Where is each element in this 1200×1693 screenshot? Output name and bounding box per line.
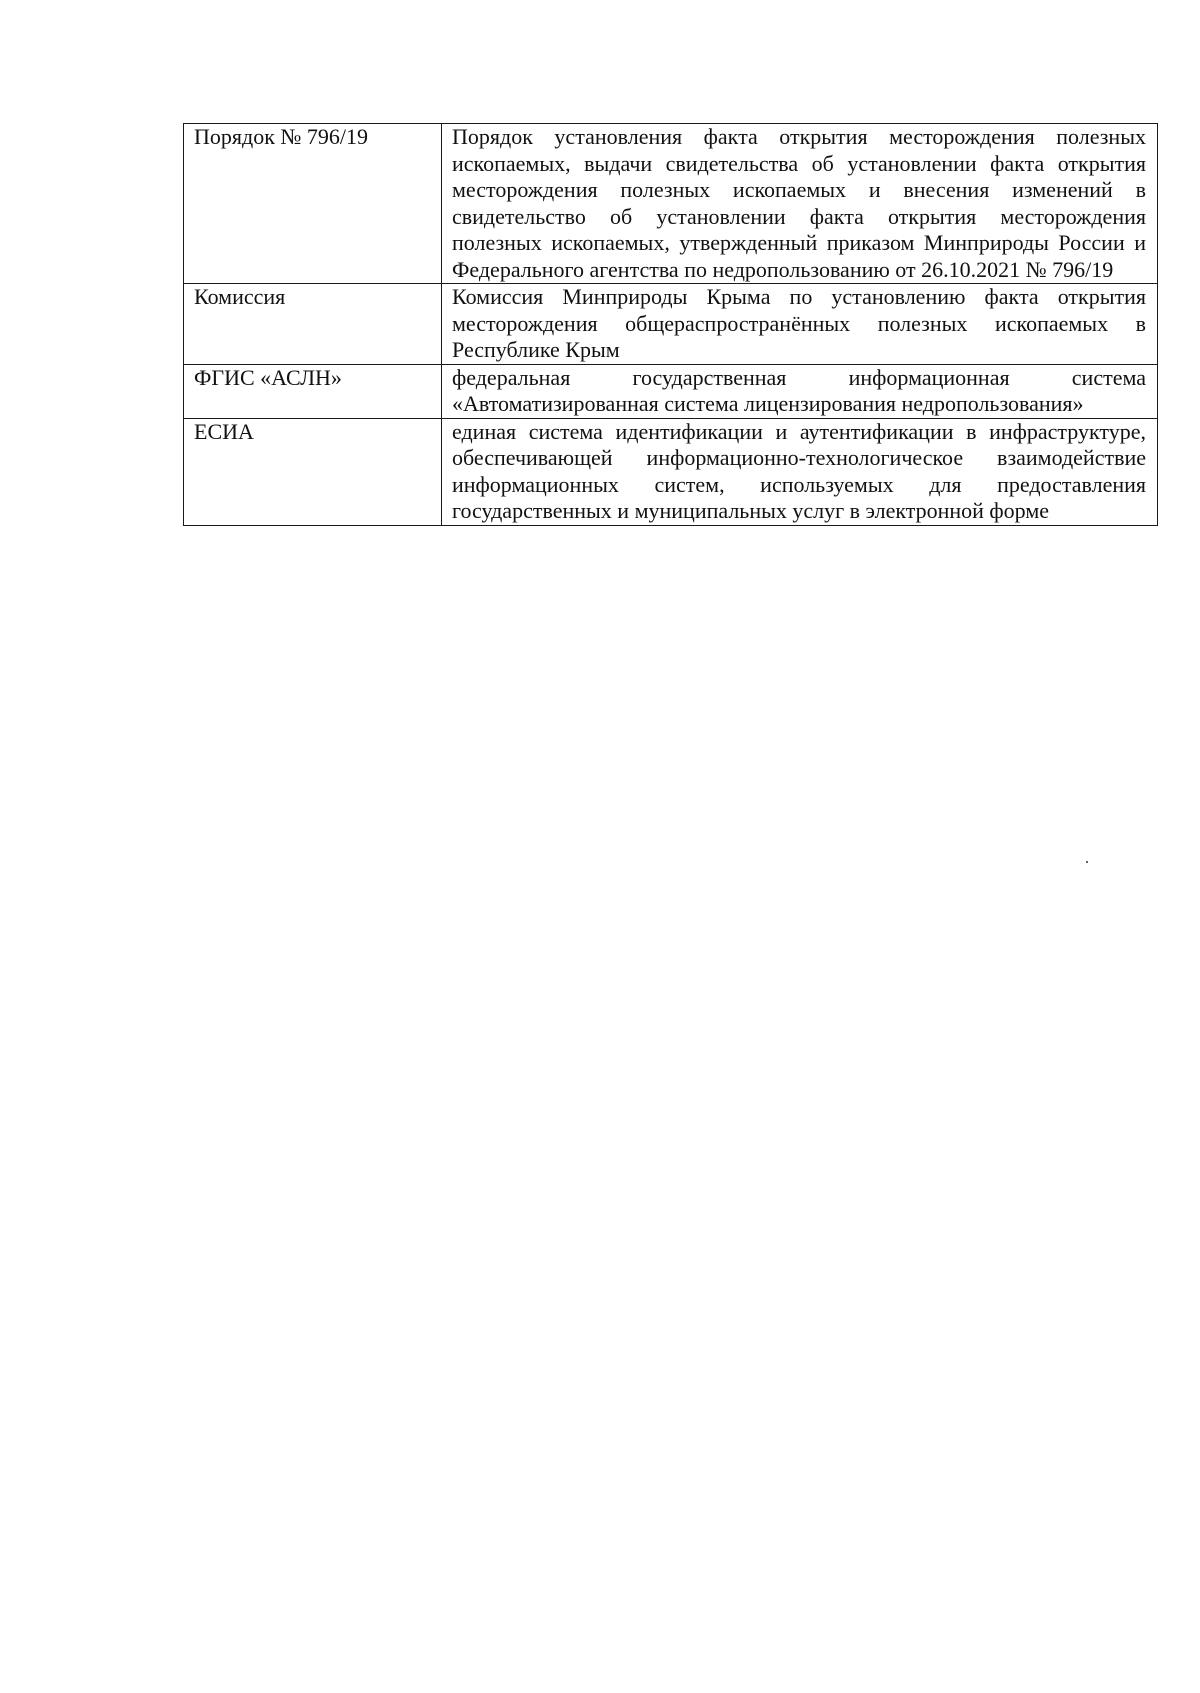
term-text: ЕСИА [194, 418, 254, 444]
table-row [184, 284, 1158, 365]
definition-text: Комиссия Минприроды Крыма по установлению факта открытия месторождения общераспространённых полезных ископаемых в Республике Крым [452, 284, 1146, 362]
term-cell [184, 284, 442, 365]
scan-speck [1086, 861, 1088, 863]
definition-text: федеральная государственная информационная система «Автоматизированная система лицензирования недропользования» [452, 364, 1146, 416]
term-cell [184, 418, 442, 525]
table-row [184, 124, 1158, 284]
definitions-table [183, 123, 1158, 526]
term-cell [184, 124, 442, 284]
term-text: Комиссия [194, 284, 286, 309]
table-row [184, 364, 1158, 418]
definition-cell [442, 418, 1158, 525]
definition-cell [442, 364, 1158, 418]
definition-cell [442, 124, 1158, 284]
term-cell [184, 364, 442, 418]
definition-text: Порядок установления факта открытия месторождения полезных ископаемых, выдачи свидетельства об установлении факта открытия месторождения полезных ископаемых и внесения изменений в свидетельство об установлении факта открытия месторождения полезных ископаемых, утвержденный приказом Минприроды России и Федерального агентства по недропользованию от 26.10.2021 № 796/19 [452, 124, 1146, 282]
term-text: ФГИС «АСЛН» [194, 364, 342, 390]
term-text: Порядок № 796/19 [194, 124, 368, 149]
definition-text: единая система идентификации и аутентификации в инфраструктуре, обеспечивающей информационно-технологическое взаимодействие информационных систем, используемых для предоставления государственных и муниципальных услуг в электронной форме [452, 418, 1146, 523]
definition-cell [442, 284, 1158, 365]
table-row [184, 418, 1158, 525]
